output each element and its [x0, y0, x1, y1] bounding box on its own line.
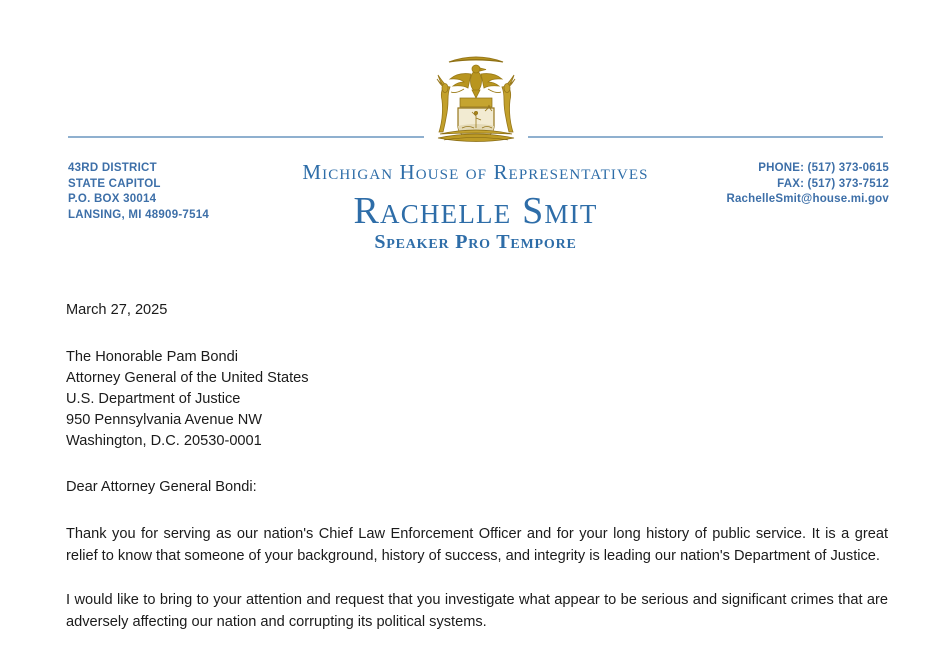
- michigan-state-coat-of-arms-icon: [418, 48, 534, 146]
- district-line-1: 43RD DISTRICT: [68, 162, 157, 174]
- recipient-line-2: Attorney General of the United States: [66, 370, 309, 386]
- header-divider-right: [528, 136, 883, 138]
- salutation: Dear Attorney General Bondi:: [66, 479, 257, 495]
- district-line-2: STATE CAPITOL: [68, 177, 161, 190]
- letterhead: [0, 0, 951, 275]
- member-name: Rachelle Smit: [353, 190, 598, 232]
- header-divider-left: [68, 136, 424, 138]
- recipient-line-4: 950 Pennsylvania Avenue NW: [66, 412, 263, 428]
- body-paragraph-2: I would like to bring to your attention and request that you investigate what appear to be serious and significant crimes that are adversely affecting our nation and corrupting its political systems.: [66, 592, 888, 630]
- chamber-name: Michigan House of Representatives: [302, 160, 649, 184]
- recipient-line-3: U.S. Department of Justice: [66, 391, 241, 407]
- email-line[interactable]: RachelleSmit@house.mi.gov: [726, 193, 889, 205]
- member-title: Speaker Pro Tempore: [374, 231, 577, 253]
- district-line-4: LANSING, MI 48909-7514: [68, 208, 210, 221]
- fax-line: FAX: (517) 373-7512: [777, 177, 889, 190]
- body-paragraph-1: Thank you for serving as our nation's Chief Law Enforcement Officer and for your long history of public service. It is a great relief to know that someone of your background, history of success, and integrity is leading our nation's Department of Justice.: [66, 526, 888, 564]
- district-line-3: P.O. BOX 30014: [68, 193, 157, 205]
- letter-date: March 27, 2025: [66, 302, 168, 318]
- phone-line: PHONE: (517) 373-0615: [758, 162, 889, 174]
- recipient-line-1: The Honorable Pam Bondi: [66, 349, 238, 365]
- recipient-line-5: Washington, D.C. 20530-0001: [66, 433, 262, 449]
- recipient-address-block: [66, 347, 888, 452]
- letter-body: [66, 300, 888, 633]
